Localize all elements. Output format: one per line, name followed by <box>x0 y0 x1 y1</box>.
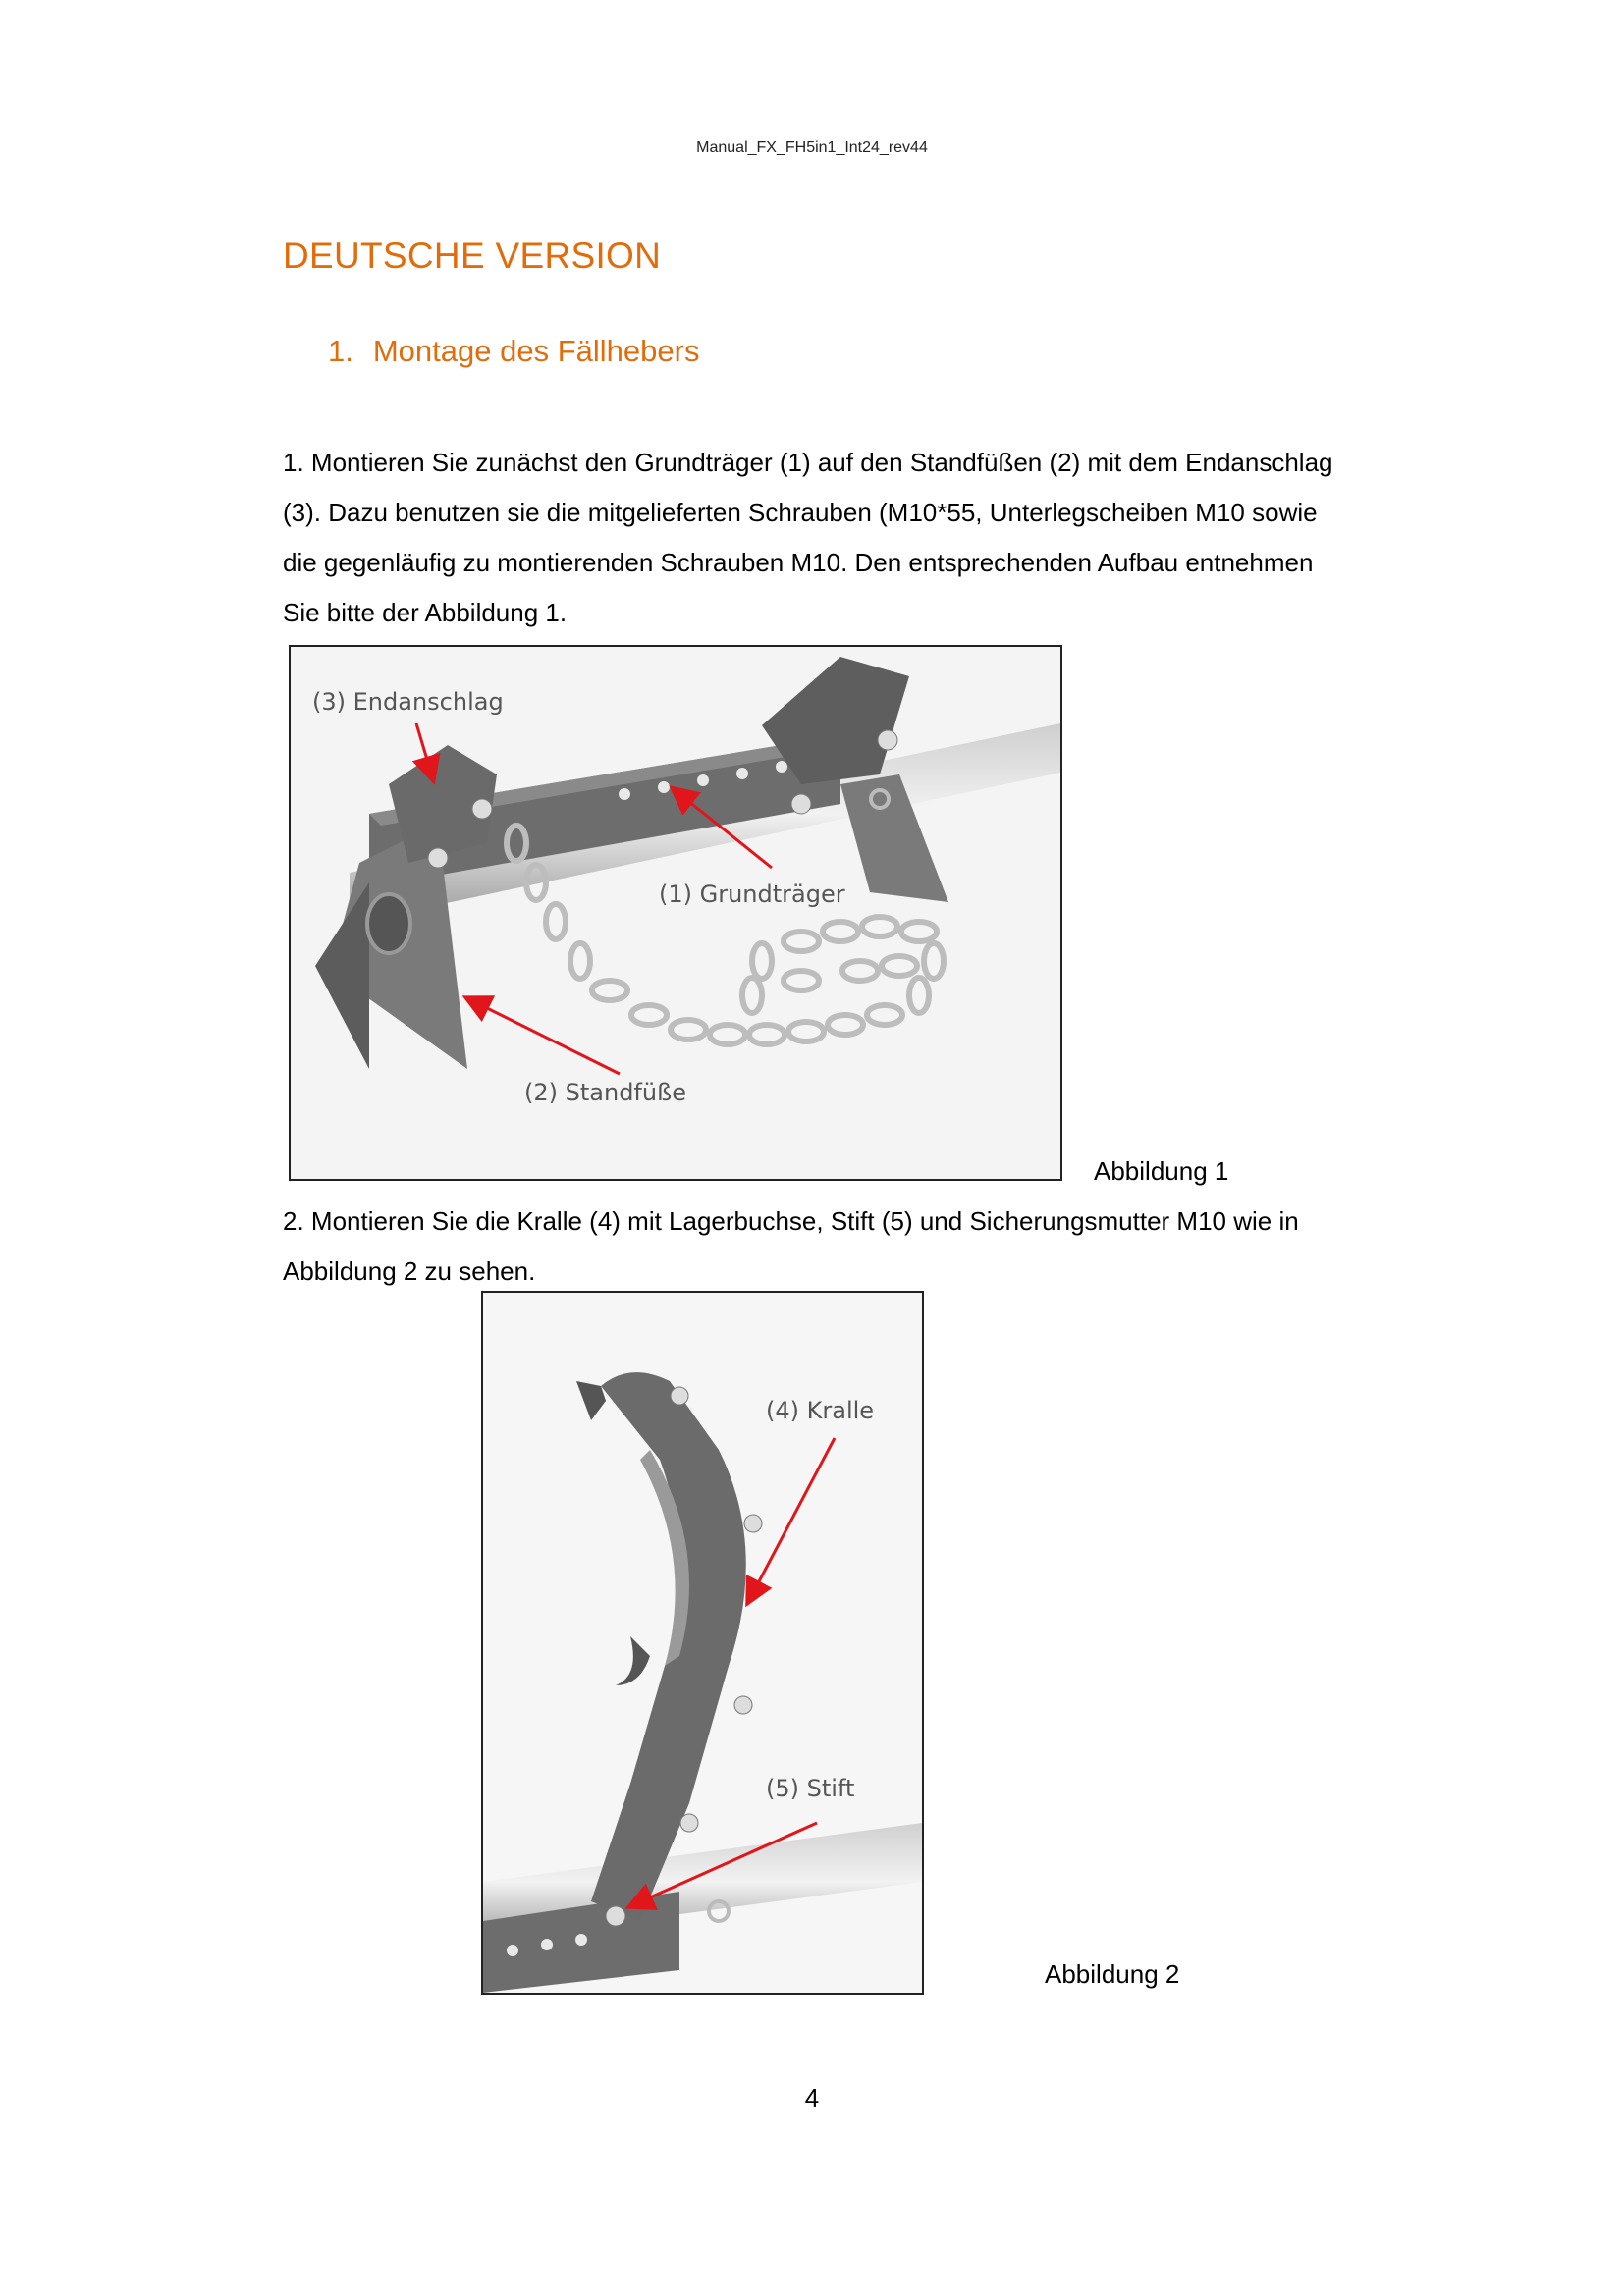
figure-1-illustration <box>291 647 1060 1179</box>
section-heading <box>328 334 699 369</box>
figure-1-caption: Abbildung 1 <box>1094 1156 1229 1186</box>
paragraph-line: die gegenläufig zu montierenden Schrauben M10. Den entsprechenden Aufbau entnehmen <box>283 548 1314 577</box>
label-stift: (5) Stift <box>766 1775 855 1802</box>
figure-1-image <box>289 645 1062 1181</box>
pin-stift <box>606 1906 625 1926</box>
label-kralle: (4) Kralle <box>766 1397 875 1424</box>
paragraph-line: 1. Montieren Sie zunächst den Grundträger (1) auf den Standfüßen (2) mit dem Endanschlag <box>283 448 1333 477</box>
paragraph-step-1 <box>283 438 1363 638</box>
label-standfuesse: (2) Standfüße <box>524 1079 686 1106</box>
section-title: Montage des Fällhebers <box>372 334 700 368</box>
paragraph-step-2 <box>283 1197 1363 1297</box>
paragraph-line: (3). Dazu benutzen sie die mitgelieferten Schrauben (M10*55, Unterlegscheiben M10 sowie <box>283 498 1318 527</box>
label-grundtraeger: (1) Grundträger <box>659 881 845 908</box>
section-number: 1. <box>328 334 353 368</box>
page-title: DEUTSCHE VERSION <box>283 236 662 276</box>
paragraph-line: Abbildung 2 zu sehen. <box>283 1256 536 1286</box>
label-endanschlag: (3) Endanschlag <box>312 688 504 716</box>
paragraph-line: 2. Montieren Sie die Kralle (4) mit Lagerbuchse, Stift (5) und Sicherungsmutter M10 wie in <box>283 1206 1299 1236</box>
page-number: 4 <box>804 2083 820 2112</box>
paragraph-line: Sie bitte der Abbildung 1. <box>283 598 568 627</box>
document-header: Manual_FX_FH5in1_Int24_rev44 <box>696 139 928 156</box>
figure-2-caption: Abbildung 2 <box>1045 1959 1180 1989</box>
figure-2-image <box>481 1291 924 1995</box>
figure-2-illustration <box>483 1293 922 1993</box>
